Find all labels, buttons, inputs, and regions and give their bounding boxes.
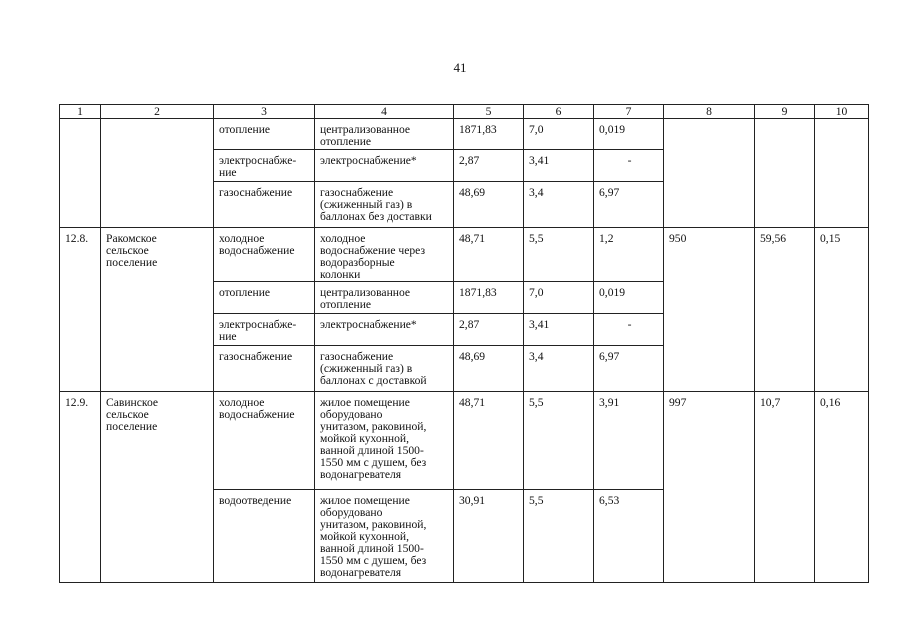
service-cell: отопление <box>214 119 315 150</box>
value-col-9-cell <box>755 119 815 228</box>
service-cell: электроснабже- ние <box>214 314 315 346</box>
population-cell: 950 <box>664 228 755 392</box>
value-col-5: 1871,83 <box>454 119 524 150</box>
tariff-table <box>59 104 869 583</box>
header-col-6: 6 <box>524 105 594 119</box>
value-col-6: 7,0 <box>524 119 594 150</box>
group-number-cell: 12.9. <box>60 392 101 583</box>
value-col-7: 0,019 <box>594 282 664 314</box>
header-col-1: 1 <box>60 105 101 119</box>
group-number-cell <box>60 119 101 228</box>
service-cell: электроснабже- ние <box>214 150 315 182</box>
header-col-7: 7 <box>594 105 664 119</box>
population-cell: 997 <box>664 392 755 583</box>
description-cell: централизованное отопление <box>315 119 454 150</box>
description-cell: централизованное отопление <box>315 282 454 314</box>
value-col-6: 5,5 <box>524 490 594 583</box>
page-number: 41 <box>453 60 467 75</box>
value-col-9-cell: 59,56 <box>755 228 815 392</box>
value-col-7: 0,019 <box>594 119 664 150</box>
value-col-6: 3,41 <box>524 314 594 346</box>
description-cell: жилое помещение оборудовано унитазом, раковиной, мойкой кухонной, ванной длиной 1500- 1550 мм с душем, без водонагревателя <box>315 490 454 583</box>
service-cell: холодное водоснабжение <box>214 228 315 282</box>
value-col-7: - <box>594 150 664 182</box>
header-col-4: 4 <box>315 105 454 119</box>
value-col-6: 3,4 <box>524 346 594 392</box>
value-col-10-cell: 0,15 <box>815 228 869 392</box>
value-col-5: 1871,83 <box>454 282 524 314</box>
value-col-9-cell: 10,7 <box>755 392 815 583</box>
header-col-2: 2 <box>101 105 214 119</box>
value-col-7: - <box>594 314 664 346</box>
value-col-5: 2,87 <box>454 150 524 182</box>
value-col-6: 5,5 <box>524 392 594 490</box>
description-cell: газоснабжение (сжиженный газ) в баллонах без доставки <box>315 182 454 228</box>
service-cell: холодное водоснабжение <box>214 392 315 490</box>
description-cell: электроснабжение* <box>315 150 454 182</box>
header-col-10: 10 <box>815 105 869 119</box>
service-cell: газоснабжение <box>214 346 315 392</box>
description-cell: жилое помещение оборудовано унитазом, раковиной, мойкой кухонной, ванной длиной 1500- 1550 мм с душем, без водонагревателя <box>315 392 454 490</box>
settlement-name-cell: Ракомское сельское поселение <box>101 228 214 392</box>
value-col-7: 6,53 <box>594 490 664 583</box>
header-col-9: 9 <box>755 105 815 119</box>
header-col-3: 3 <box>214 105 315 119</box>
description-cell: холодное водоснабжение через водоразборные колонки <box>315 228 454 282</box>
value-col-6: 3,41 <box>524 150 594 182</box>
value-col-7: 6,97 <box>594 346 664 392</box>
value-col-5: 48,69 <box>454 182 524 228</box>
value-col-5: 48,71 <box>454 228 524 282</box>
value-col-6: 7,0 <box>524 282 594 314</box>
service-cell: отопление <box>214 282 315 314</box>
settlement-name-cell <box>101 119 214 228</box>
settlement-name-cell: Савинское сельское поселение <box>101 392 214 583</box>
group-number-cell: 12.8. <box>60 228 101 392</box>
value-col-10-cell: 0,16 <box>815 392 869 583</box>
value-col-5: 2,87 <box>454 314 524 346</box>
header-col-5: 5 <box>454 105 524 119</box>
value-col-5: 48,69 <box>454 346 524 392</box>
description-cell: газоснабжение (сжиженный газ) в баллонах с доставкой <box>315 346 454 392</box>
value-col-5: 30,91 <box>454 490 524 583</box>
service-cell: газоснабжение <box>214 182 315 228</box>
value-col-7: 6,97 <box>594 182 664 228</box>
value-col-7: 3,91 <box>594 392 664 490</box>
service-cell: водоотведение <box>214 490 315 583</box>
value-col-5: 48,71 <box>454 392 524 490</box>
value-col-6: 3,4 <box>524 182 594 228</box>
population-cell <box>664 119 755 228</box>
header-col-8: 8 <box>664 105 755 119</box>
description-cell: электроснабжение* <box>315 314 454 346</box>
value-col-7: 1,2 <box>594 228 664 282</box>
value-col-6: 5,5 <box>524 228 594 282</box>
value-col-10-cell <box>815 119 869 228</box>
